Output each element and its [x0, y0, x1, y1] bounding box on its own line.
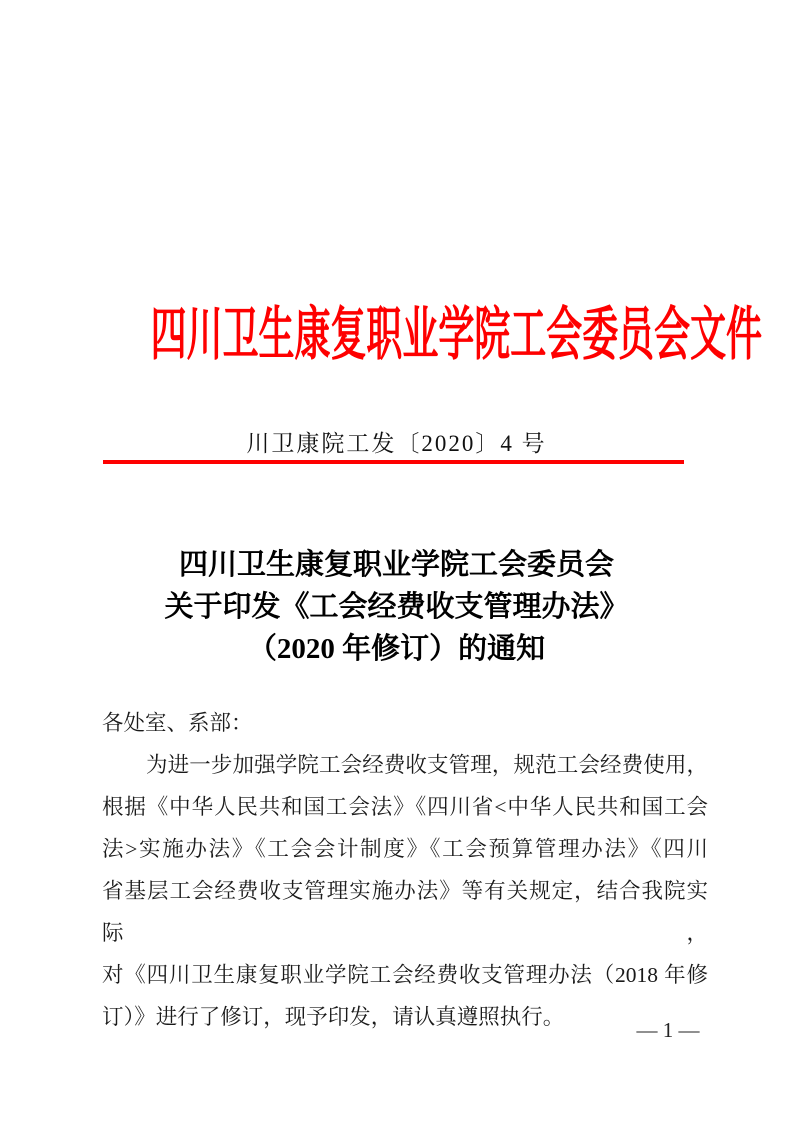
document-number: 川卫康院工发〔2020〕4 号: [246, 431, 547, 456]
red-separator-line: [103, 460, 684, 464]
body-line: 根据《中华人民共和国工会法》《四川省<中华人民共和国工会: [102, 795, 708, 819]
body-line: 对《四川卫生康复职业学院工会经费收支管理办法（2018 年修: [102, 963, 708, 987]
body-line: 法>实施办法》《工会会计制度》《工会预算管理办法》《四川: [102, 837, 708, 861]
body-text: [102, 702, 708, 1038]
red-header-org-title: 四川卫生康复职业学院工会委员会文件: [150, 302, 762, 367]
page-number: — 1 —: [636, 1018, 700, 1042]
notice-title: [0, 544, 793, 670]
notice-title-line2: 关于印发《工会经费收支管理办法》: [164, 591, 629, 623]
notice-title-line3: （2020 年修订）的通知: [247, 633, 546, 665]
body-line: 订）》进行了修订，现予印发，请认真遵照执行。: [102, 1005, 565, 1029]
body-line: 为进一步加强学院工会经费收支管理，规范工会经费使用，: [146, 753, 708, 777]
salutation: 各处室、系部：: [102, 711, 253, 735]
body-line: 省基层工会经费收支管理实施办法》等有关规定，结合我院实际，: [102, 879, 708, 945]
notice-title-line1: 四川卫生康复职业学院工会委员会: [178, 549, 614, 581]
